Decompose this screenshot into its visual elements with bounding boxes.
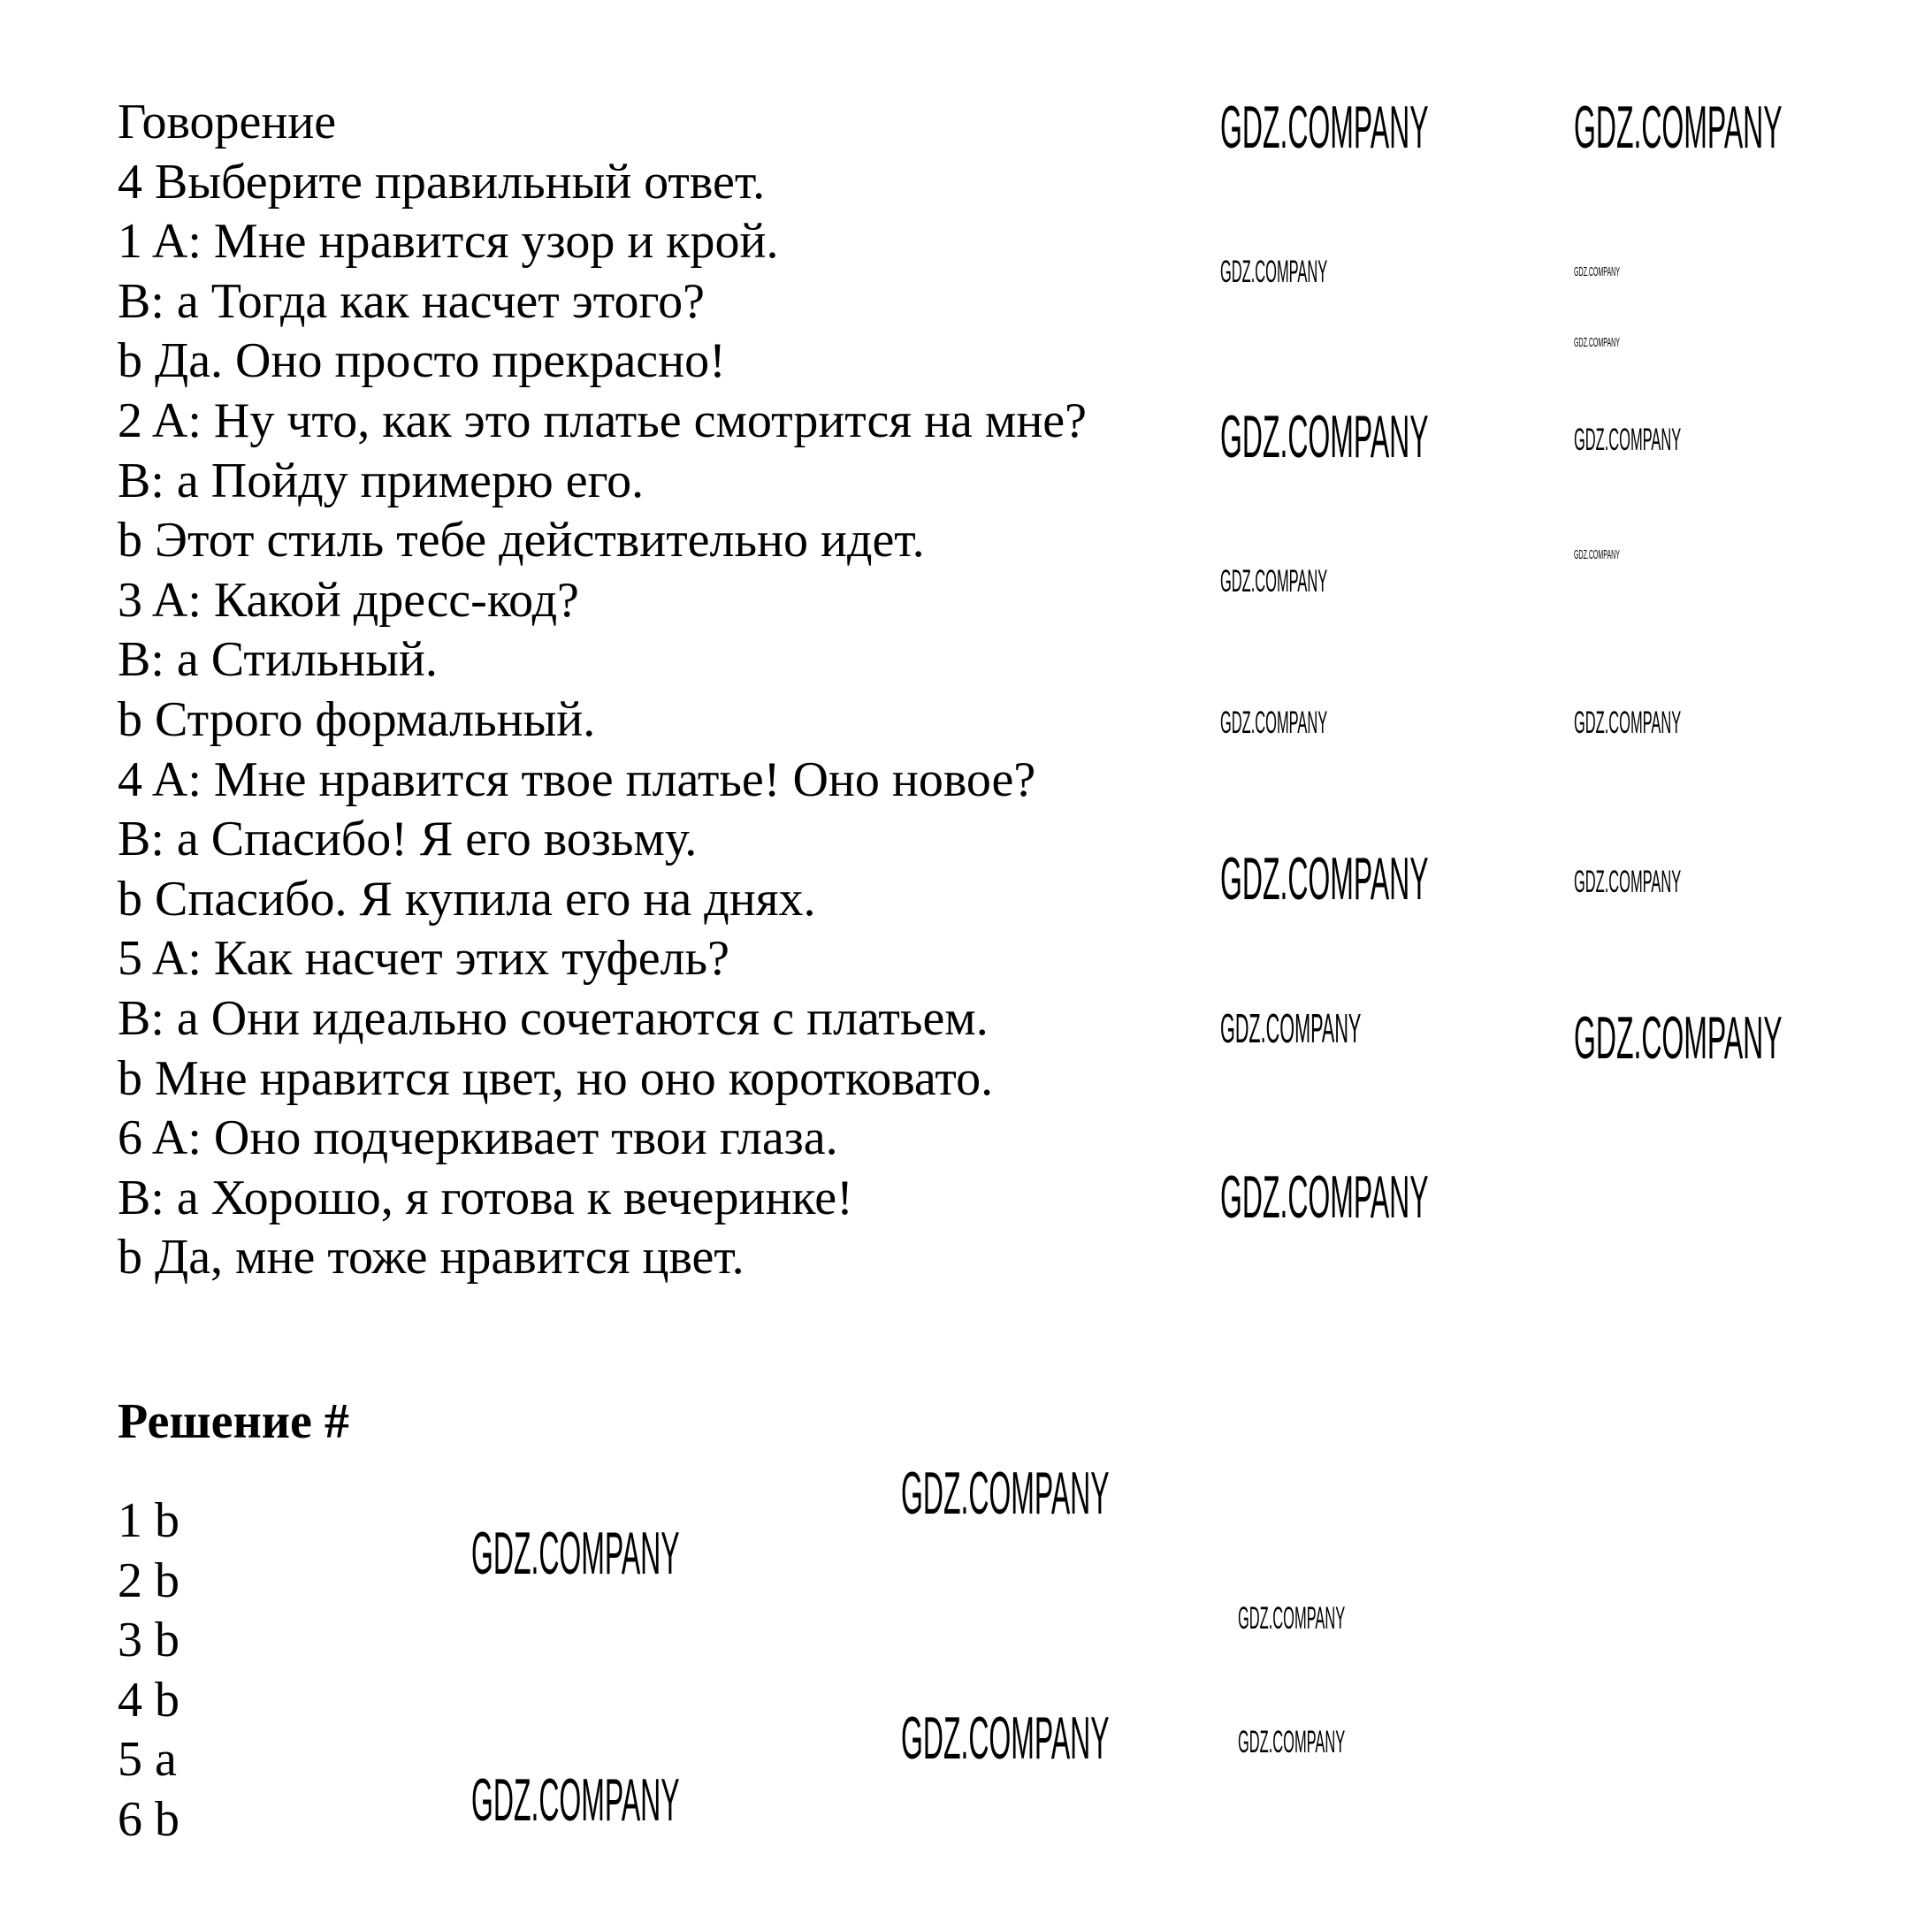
watermark: GDZ.COMPANY bbox=[901, 1705, 1110, 1772]
watermark: GDZ.COMPANY bbox=[1220, 403, 1429, 470]
dialogue-line: b Этот стиль тебе действительно идет. bbox=[118, 513, 925, 568]
answer: 5 a bbox=[118, 1732, 177, 1788]
dialogue-line: B: a Спасибо! Я его возьму. bbox=[118, 812, 698, 867]
dialogue-line: b Строго формальный. bbox=[118, 691, 596, 747]
dialogue-line: B: a Тогда как насчет этого? bbox=[118, 273, 705, 329]
answer: 6 b bbox=[118, 1791, 179, 1847]
watermark: GDZ.COMPANY bbox=[901, 1460, 1110, 1527]
watermark: GDZ.COMPANY bbox=[1220, 564, 1328, 599]
watermark: GDZ.COMPANY bbox=[1220, 94, 1429, 161]
watermark: GDZ.COMPANY bbox=[1574, 264, 1620, 279]
dialogue-line: B: a Они идеально сочетаются с платьем. bbox=[118, 990, 989, 1046]
watermark: GDZ.COMPANY bbox=[1574, 547, 1620, 562]
dialogue-line: B: a Хорошо, я готова к вечеринке! bbox=[118, 1170, 853, 1225]
answer: 3 b bbox=[118, 1613, 179, 1668]
watermark: GDZ.COMPANY bbox=[1574, 865, 1682, 899]
watermark: GDZ.COMPANY bbox=[1220, 255, 1328, 289]
exercise bbox=[118, 93, 1087, 1288]
answer: 2 b bbox=[118, 1552, 179, 1608]
solution-heading: Решение # bbox=[118, 1394, 349, 1449]
dialogue-line: B: a Стильный. bbox=[118, 632, 438, 688]
dialogue-line: b Да. Оно просто прекрасно! bbox=[118, 333, 726, 389]
watermark: GDZ.COMPANY bbox=[1574, 94, 1783, 161]
dialogue-line: 2 A: Ну что, как это платье смотрится на мне? bbox=[118, 393, 1088, 448]
watermark: GDZ.COMPANY bbox=[1574, 335, 1620, 350]
watermark: GDZ.COMPANY bbox=[1574, 1004, 1783, 1072]
watermark: GDZ.COMPANY bbox=[1238, 1725, 1346, 1759]
watermark: GDZ.COMPANY bbox=[1220, 1005, 1362, 1051]
answer: 4 b bbox=[118, 1672, 179, 1728]
dialogue-line: b Спасибо. Я купила его на днях. bbox=[118, 871, 816, 927]
dialogue-line: 5 A: Как насчет этих туфель? bbox=[118, 931, 729, 987]
dialogue-line: b Да, мне тоже нравится цвет. bbox=[118, 1230, 745, 1285]
dialogue-line: 1 A: Мне нравится узор и крой. bbox=[118, 214, 779, 270]
dialogue-line: b Мне нравится цвет, но оно коротковато. bbox=[118, 1050, 994, 1106]
dialogue-line: 4 A: Мне нравится твое платье! Оно новое? bbox=[118, 751, 1036, 807]
watermark: GDZ.COMPANY bbox=[1220, 706, 1328, 740]
watermark: GDZ.COMPANY bbox=[1220, 1163, 1429, 1231]
task-instruction: 4 Выберите правильный ответ. bbox=[118, 154, 766, 210]
solution-answers bbox=[118, 1491, 179, 1850]
dialogue-line: B: a Пойду примерю его. bbox=[118, 453, 645, 508]
watermark: GDZ.COMPANY bbox=[1574, 423, 1682, 457]
watermark: GDZ.COMPANY bbox=[1238, 1601, 1346, 1636]
watermark: GDZ.COMPANY bbox=[1220, 845, 1429, 912]
watermark: GDZ.COMPANY bbox=[1574, 706, 1682, 740]
section-title: Говорение bbox=[118, 95, 337, 149]
answer: 1 b bbox=[118, 1493, 179, 1548]
dialogue-line: 6 A: Оно подчеркивает твои глаза. bbox=[118, 1110, 838, 1166]
dialogue-line: 3 A: Какой дресс-код? bbox=[118, 572, 579, 628]
watermark: GDZ.COMPANY bbox=[471, 1520, 680, 1587]
watermark: GDZ.COMPANY bbox=[471, 1766, 680, 1834]
